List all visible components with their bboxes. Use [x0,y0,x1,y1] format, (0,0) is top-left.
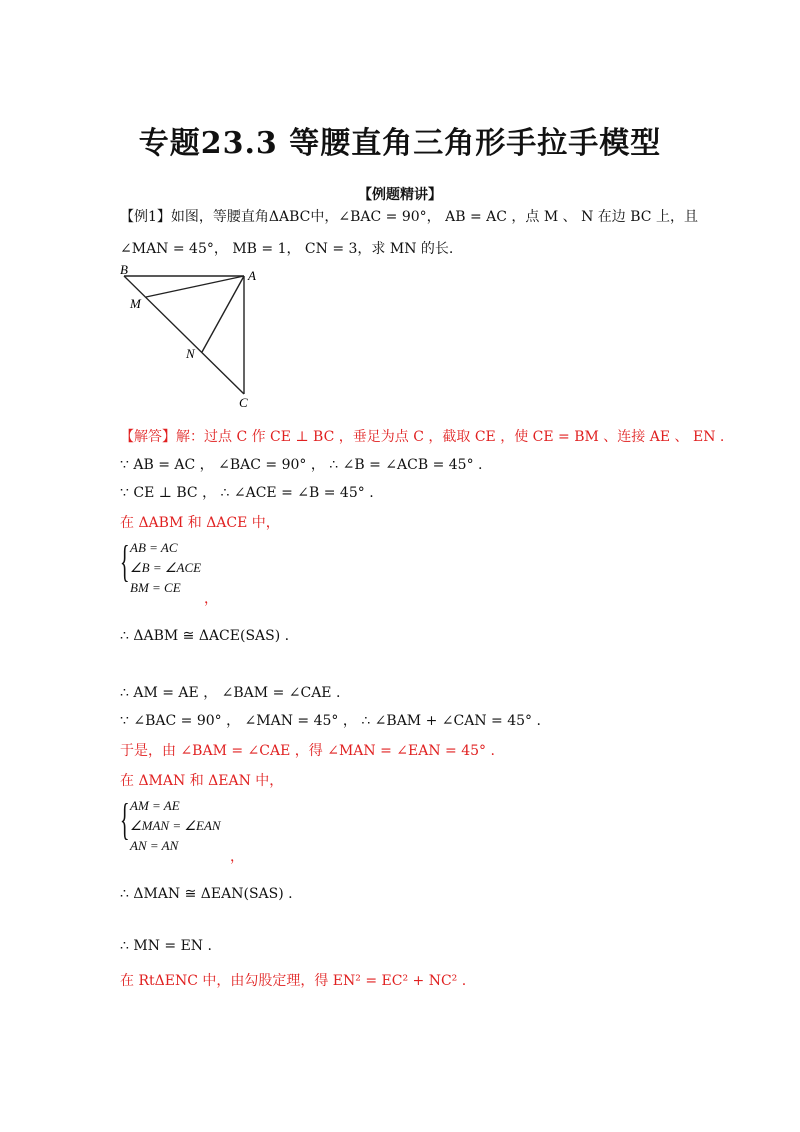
problem-line-1: 【例1】如图，等腰直角ΔABC中，∠BAC = 90°， AB = AC ，点 M 、 N 在边 BC 上，且 [120,209,698,225]
solution-line-4: 在 ΔABM 和 ΔACE 中， [120,515,280,531]
system-row: AM = AE [130,798,180,813]
system-row: BM = CE [130,580,181,595]
label-N: N [186,346,195,361]
label-B: B [120,262,128,277]
solution-line-9: 在 ΔMAN 和 ΔEAN 中， [120,773,284,789]
label-M: M [130,296,141,311]
solution-line-7: ∵ ∠BAC = 90° ， ∠MAN = 45° ， ∴ ∠BAM + ∠CAN = 45° . [120,713,541,729]
system-row: ∠B = ∠ACE [130,560,202,575]
solution-line-11: ∴ MN = EN . [120,938,212,954]
label-A: A [248,268,256,283]
solution-line-10: ∴ ΔMAN ≅ ΔEAN(SAS) . [120,886,293,902]
system-row: AB = AC [130,540,178,555]
label-C: C [239,395,248,410]
solution-line-3: ∵ CE ⊥ BC ， ∴ ∠ACE = ∠B = 45° . [120,485,374,501]
brace-icon: { [120,795,130,844]
solution-line-6: ∴ AM = AE ， ∠BAM = ∠CAE . [120,685,341,701]
system-comma: ， [204,591,218,607]
solution-line-2: ∵ AB = AC ， ∠BAC = 90° ， ∴ ∠B = ∠ACB = 45° . [120,457,483,473]
equation-system-1 [120,536,240,602]
section-heading: 【例题精讲】 [358,187,442,203]
system-row: ∠MAN = ∠EAN [130,818,221,833]
system-comma: ， [230,849,244,865]
system-row: AN = AN [130,838,179,853]
problem-line-2: ∠MAN = 45°， MB = 1， CN = 3，求 MN 的长. [120,241,454,257]
solution-line-1: 【解答】解：过点 C 作 CE ⊥ BC ，垂足为点 C ，截取 CE ，使 CE = BM 、连接 AE 、 EN . [120,429,725,445]
geometry-figure [118,262,268,412]
brace-icon: { [120,537,130,586]
solution-line-8: 于是，由 ∠BAM = ∠CAE ，得 ∠MAN = ∠EAN = 45° . [120,743,495,759]
solution-line-12: 在 RtΔENC 中，由勾股定理，得 EN² = EC² + NC² . [120,973,467,989]
page-title: 专题23.3 等腰直角三角形手拉手模型 [138,126,662,161]
solution-line-5: ∴ ΔABM ≅ ΔACE(SAS) . [120,628,290,644]
